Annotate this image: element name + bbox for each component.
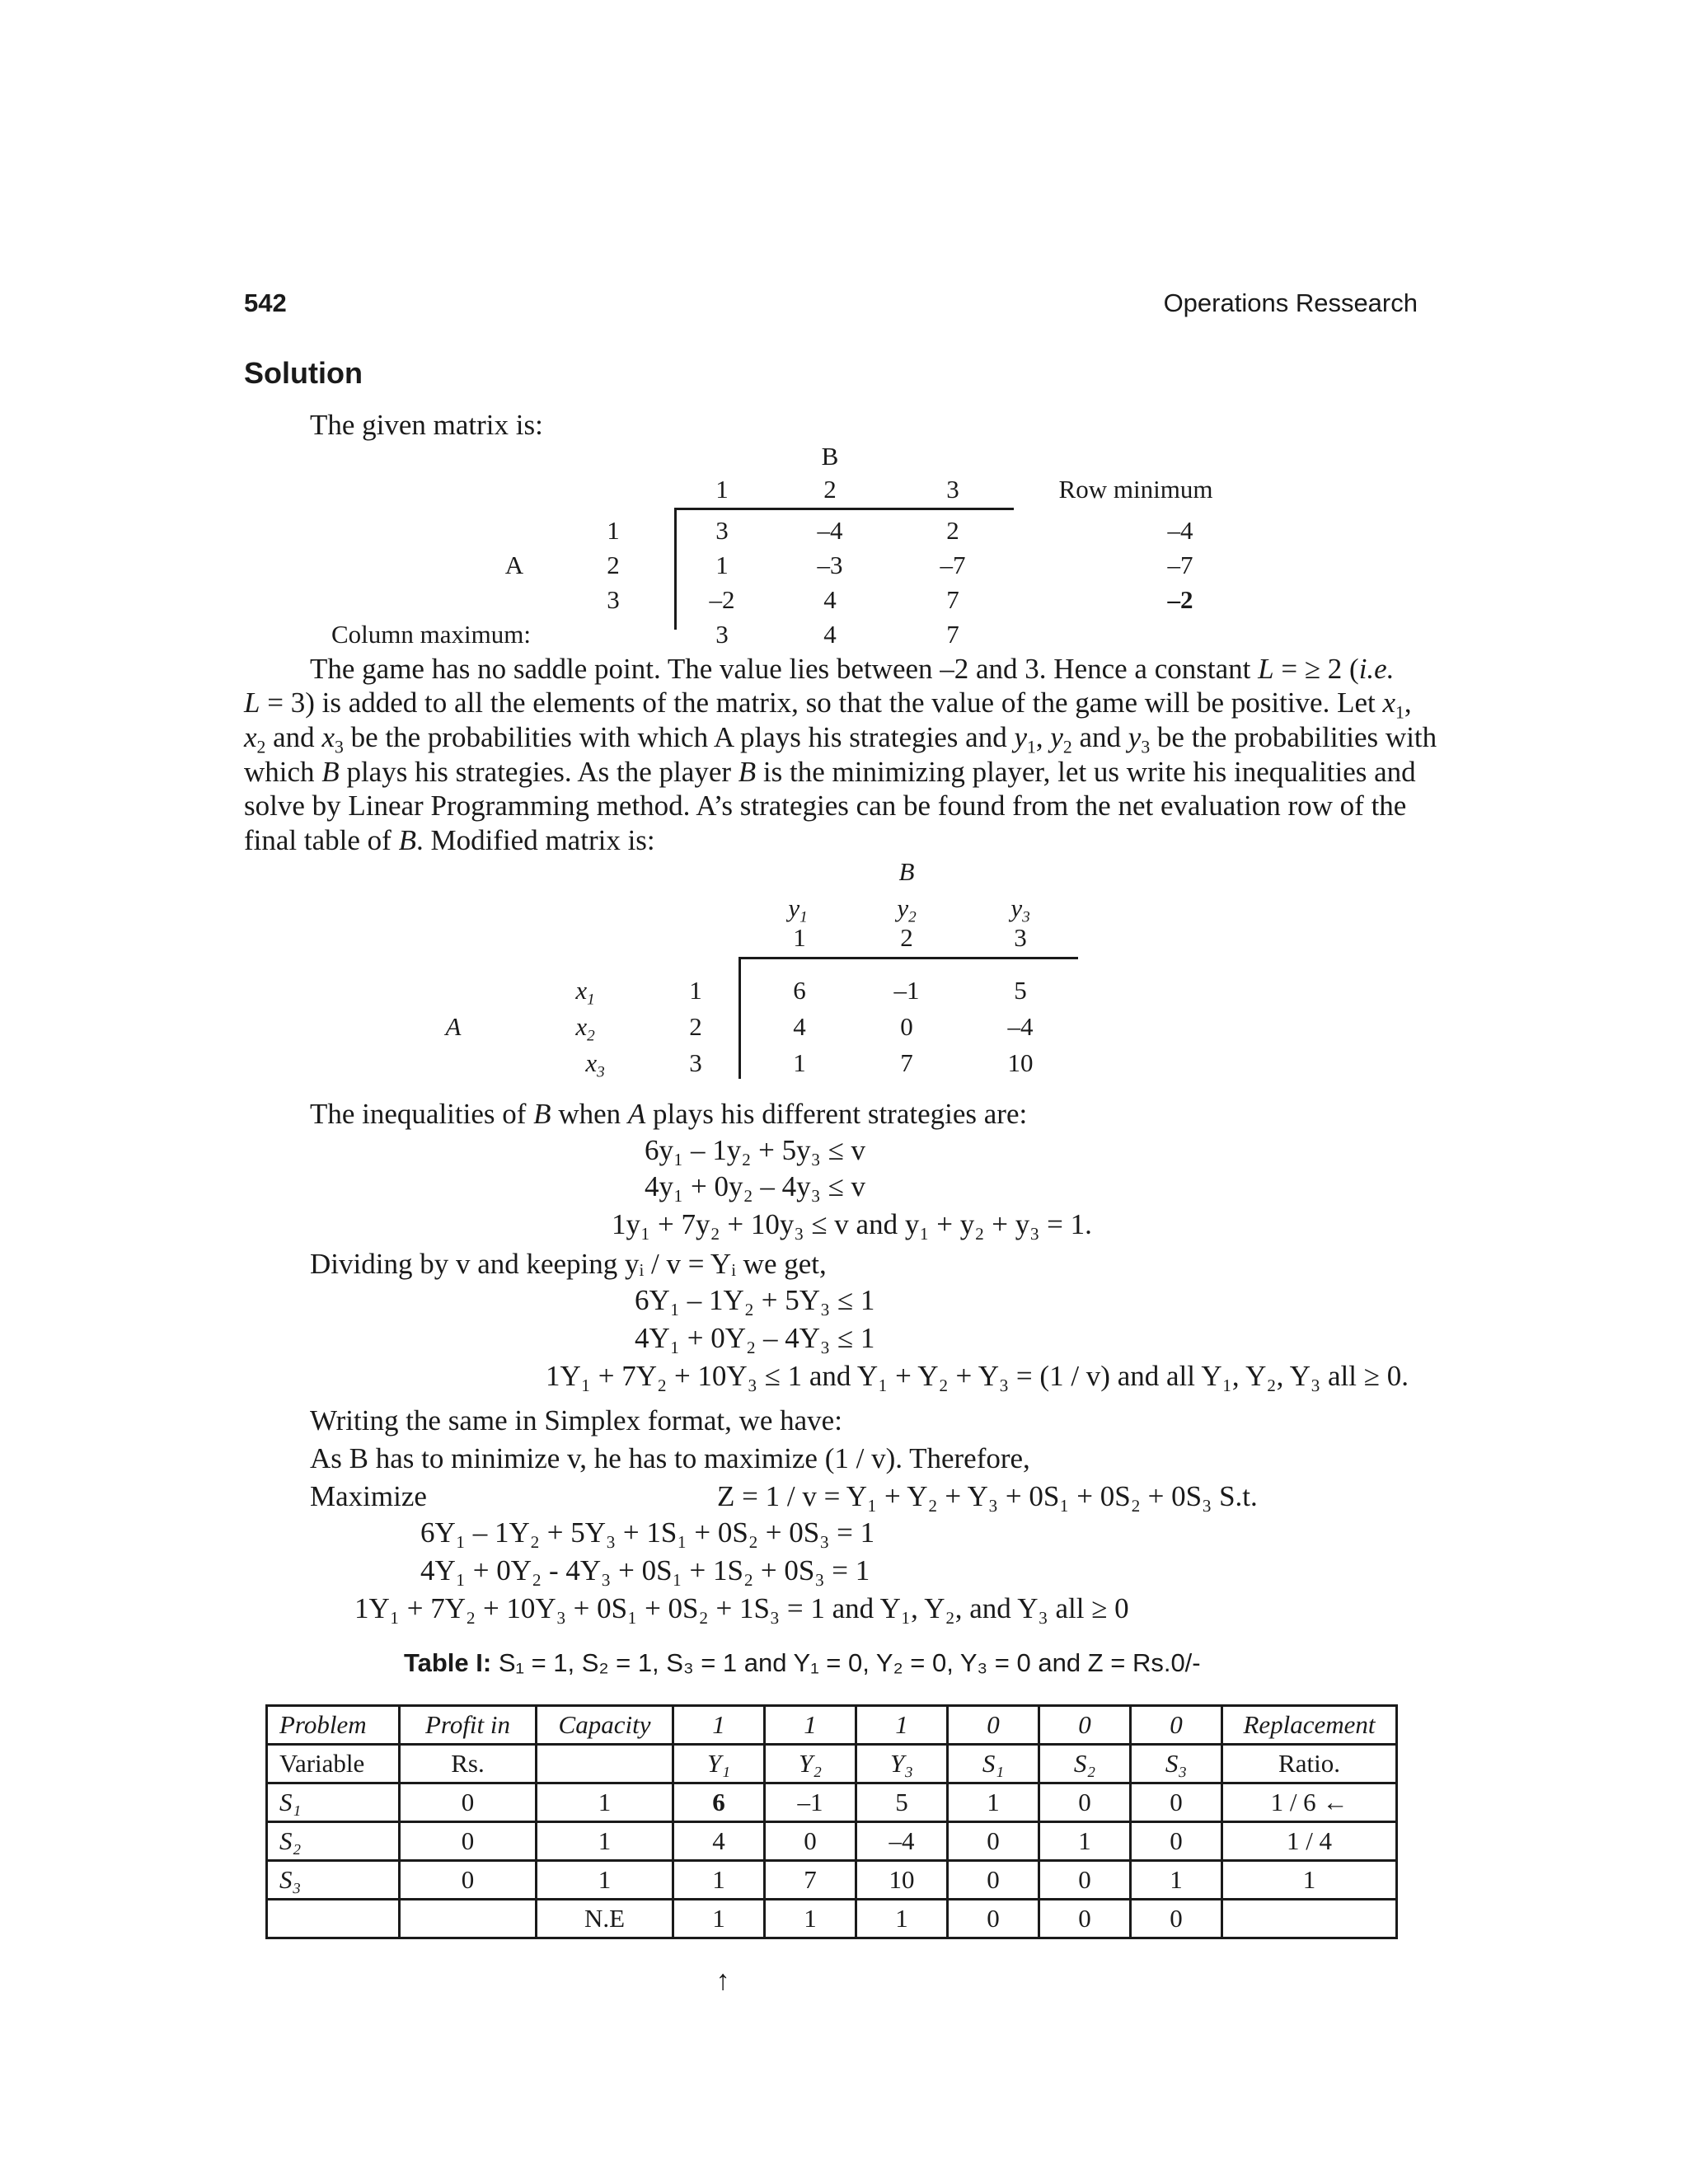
- text: B: [533, 1098, 551, 1130]
- paragraph-line: [244, 756, 1416, 789]
- text: y: [897, 893, 909, 922]
- cell: N.E: [537, 1900, 673, 1938]
- inequalities-intro: [310, 1098, 1027, 1131]
- basis-var: S₂: [267, 1822, 400, 1861]
- cell: 10: [1007, 1048, 1034, 1077]
- cell: 1: [948, 1783, 1039, 1822]
- cell: 0: [1131, 1783, 1222, 1822]
- text: y: [1128, 721, 1142, 753]
- cell: 0: [1039, 1783, 1131, 1822]
- header-cell: 0: [1039, 1706, 1131, 1745]
- table-row: [267, 1822, 1397, 1861]
- text: ,: [1404, 687, 1412, 719]
- text: 3: [597, 1063, 605, 1081]
- ratio-cell: [1222, 1783, 1397, 1822]
- inequality: 6y₁ – 1y₂ + 5y₃ ≤ v: [645, 1134, 866, 1166]
- cell: 3: [715, 516, 729, 545]
- cell: 4: [793, 1012, 806, 1041]
- cell: 0: [900, 1012, 913, 1041]
- cell: 1: [1131, 1861, 1222, 1900]
- cell: [267, 1900, 400, 1938]
- x-label: [585, 1048, 605, 1081]
- header-cell: [537, 1745, 673, 1783]
- section-title: Solution: [244, 356, 363, 390]
- text: x: [575, 1012, 588, 1041]
- cell: 0: [400, 1861, 537, 1900]
- cell: 5: [856, 1783, 948, 1822]
- cell: 0: [948, 1861, 1039, 1900]
- header-cell: Profit in: [400, 1706, 537, 1745]
- header-cell: Y₁: [673, 1745, 765, 1783]
- paragraph-line: [310, 653, 1394, 686]
- text: S₁ = 1, S₂ = 1, S₃ = 1 and Y₁ = 0, Y₂ = 0, Y₃ = 0 and Z = Rs.0/-: [498, 1648, 1201, 1677]
- header-cell: 1: [856, 1706, 948, 1745]
- cell: 4: [673, 1822, 765, 1861]
- cell: 1: [537, 1861, 673, 1900]
- cell: –1: [765, 1783, 856, 1822]
- paragraph-line: [244, 687, 1412, 723]
- header-cell: Ratio.: [1222, 1745, 1397, 1783]
- cell: 1: [673, 1861, 765, 1900]
- cell: 0: [400, 1783, 537, 1822]
- header-cell: 1: [765, 1706, 856, 1745]
- row-label: 2: [607, 551, 620, 579]
- text: x: [1382, 687, 1396, 719]
- text: B: [398, 824, 416, 856]
- text: 1: [587, 991, 595, 1009]
- col-header: 3: [946, 475, 959, 504]
- cell: 1: [673, 1900, 765, 1938]
- text: x: [244, 721, 257, 753]
- y-label: [1010, 893, 1030, 926]
- text: 3: [334, 737, 344, 757]
- cell: 10: [856, 1861, 948, 1900]
- cell: 6: [793, 976, 806, 1005]
- text: y: [788, 893, 800, 922]
- cell: 7: [946, 585, 959, 614]
- col-header: 3: [1014, 923, 1027, 952]
- cell: 5: [1014, 976, 1027, 1005]
- text: and: [1071, 721, 1128, 753]
- cell: 7: [900, 1048, 913, 1077]
- inequality: 6Y₁ – 1Y₂ + 5Y₃ ≤ 1: [635, 1284, 875, 1316]
- x-label: [575, 1012, 595, 1045]
- cell: –7: [940, 551, 966, 579]
- cell: –4: [817, 516, 843, 545]
- text: y: [1010, 893, 1023, 922]
- text: x: [585, 1048, 598, 1077]
- text: B: [738, 756, 757, 788]
- row-min-header: Row minimum: [1058, 475, 1213, 504]
- inequality: 4Y₁ + 0Y₂ – 4Y₃ ≤ 1: [635, 1322, 875, 1354]
- cell: [400, 1900, 537, 1938]
- cell: 1: [715, 551, 729, 579]
- text: L: [244, 687, 260, 719]
- text: 1: [799, 908, 808, 926]
- text: 2: [1062, 737, 1072, 757]
- text: is the minimizing player, let us write his inequalities and: [756, 756, 1416, 788]
- header-cell: S₃: [1131, 1745, 1222, 1783]
- cell: 1: [1039, 1822, 1131, 1861]
- x-label: [575, 976, 595, 1009]
- text: A: [627, 1098, 646, 1130]
- cell: –3: [817, 551, 843, 579]
- col-header: 2: [900, 923, 913, 952]
- text: 2: [908, 908, 917, 926]
- inequality: 4y₁ + 0y₂ – 4y₃ ≤ v: [645, 1170, 866, 1202]
- text: = ≥ 2 (: [1273, 653, 1359, 685]
- player-a-label: A: [445, 1012, 462, 1041]
- text: and: [265, 721, 322, 753]
- text: y: [1050, 721, 1063, 753]
- header-cell: Y₂: [765, 1745, 856, 1783]
- row-min-value-maximin: –2: [1167, 585, 1193, 614]
- text: plays his strategies. As the player: [339, 756, 738, 788]
- cell: 2: [946, 516, 959, 545]
- pivot-cell: 6: [673, 1783, 765, 1822]
- leaving-arrow-icon: ←: [1322, 1788, 1348, 1816]
- text: 1 / 6: [1270, 1788, 1316, 1816]
- cell: 0: [1039, 1861, 1131, 1900]
- text: 2: [256, 737, 266, 757]
- text: L: [1258, 653, 1274, 685]
- header-cell: S₁: [948, 1745, 1039, 1783]
- cell: 0: [948, 1900, 1039, 1938]
- text: x: [575, 976, 588, 1005]
- text: when: [551, 1098, 628, 1130]
- text: i.e.: [1358, 653, 1395, 685]
- header-cell: Replacement: [1222, 1706, 1397, 1745]
- header-cell: Problem: [267, 1706, 400, 1745]
- cell: 1: [765, 1900, 856, 1938]
- basis-var: S₁: [267, 1783, 400, 1822]
- cell: 0: [1131, 1900, 1222, 1938]
- net-evaluation-row: [267, 1900, 1397, 1938]
- header-cell: 1: [673, 1706, 765, 1745]
- text: be the probabilities with which A plays his strategies and: [343, 721, 1015, 753]
- row-label: 3: [689, 1048, 702, 1077]
- cell: –2: [709, 585, 735, 614]
- col-max-label: Column maximum:: [331, 620, 531, 649]
- text: = 3) is added to all the elements of the matrix, so that the value of the game will be positive. Let: [260, 687, 1383, 719]
- text: 2: [587, 1027, 595, 1045]
- cell: [1222, 1900, 1397, 1938]
- header-cell: S₂: [1039, 1745, 1131, 1783]
- constraint: 1Y₁ + 7Y₂ + 10Y₃ + 0S₁ + 0S₂ + 1S₃ = 1 and Y₁, Y₂, and Y₃ all ≥ 0: [354, 1592, 1129, 1624]
- inequality: 1y₁ + 7y₂ + 10y₃ ≤ v and y₁ + y₂ + y₃ = 1.: [612, 1208, 1092, 1240]
- table-header-row: [267, 1706, 1397, 1745]
- constraint: 4Y₁ + 0Y₂ - 4Y₃ + 0S₁ + 1S₂ + 0S₃ = 1: [420, 1554, 870, 1586]
- cell: –4: [1007, 1012, 1034, 1041]
- text: ,: [1035, 721, 1051, 753]
- page-number: 542: [244, 288, 287, 317]
- header-cell: 0: [948, 1706, 1039, 1745]
- cell: 0: [765, 1822, 856, 1861]
- table-row: [267, 1783, 1397, 1822]
- header-cell: 0: [1131, 1706, 1222, 1745]
- row-label: 3: [607, 585, 620, 614]
- maximize-label: Maximize: [310, 1480, 427, 1512]
- player-b-label: B: [821, 442, 839, 471]
- col-max-value: 4: [823, 620, 837, 649]
- simplex-table: [265, 1704, 1398, 1939]
- paragraph-line: [244, 824, 655, 857]
- table-caption: [404, 1648, 1201, 1678]
- ratio-cell: 1 / 4: [1222, 1822, 1397, 1861]
- cell: 1: [537, 1783, 673, 1822]
- player-a-label: A: [504, 551, 524, 579]
- row-label: 2: [689, 1012, 702, 1041]
- row-min-value: –4: [1167, 516, 1193, 545]
- text: 1: [1395, 702, 1404, 723]
- text: be the probabilities with: [1150, 721, 1437, 753]
- text: x: [321, 721, 335, 753]
- table-header-row: [267, 1745, 1397, 1783]
- cell: 1: [856, 1900, 948, 1938]
- header-cell: Variable: [267, 1745, 400, 1783]
- col-max-value: 7: [946, 620, 959, 649]
- cell: 0: [1039, 1900, 1131, 1938]
- cell: 0: [1131, 1822, 1222, 1861]
- header-cell: Rs.: [400, 1745, 537, 1783]
- col-max-value: 3: [715, 620, 729, 649]
- text: which: [244, 756, 322, 788]
- entering-arrow-icon: ↑: [715, 1965, 730, 1996]
- constraint: 6Y₁ – 1Y₂ + 5Y₃ + 1S₁ + 0S₂ + 0S₃ = 1: [420, 1516, 875, 1549]
- cell: 4: [823, 585, 837, 614]
- text: The game has no saddle point. The value lies between –2 and 3. Hence a constant: [310, 653, 1259, 685]
- y-label: [788, 893, 808, 926]
- cell: 0: [400, 1822, 537, 1861]
- row-min-value: –7: [1167, 551, 1193, 579]
- col-header: 1: [793, 923, 806, 952]
- paragraph-line: solve by Linear Programming method. A’s strategies can be found from the net evaluation row of the: [244, 790, 1407, 822]
- cell: 1: [537, 1822, 673, 1861]
- matrix-top-rule: [738, 957, 1078, 959]
- dividing-text: Dividing by v and keeping yᵢ / v = Yᵢ we get,: [310, 1248, 827, 1280]
- objective-function: Z = 1 / v = Y₁ + Y₂ + Y₃ + 0S₁ + 0S₂ + 0S₃ S.t.: [717, 1480, 1258, 1512]
- text: final table of: [244, 824, 399, 856]
- cell: –1: [893, 976, 920, 1005]
- cell: 7: [765, 1861, 856, 1900]
- row-label: 1: [607, 516, 620, 545]
- text: y: [1014, 721, 1027, 753]
- matrix-top-rule: [674, 508, 1014, 510]
- cell: –4: [856, 1822, 948, 1861]
- ratio-cell: 1: [1222, 1861, 1397, 1900]
- text: B: [321, 756, 340, 788]
- text: 1: [1027, 737, 1036, 757]
- col-header: 1: [715, 475, 729, 504]
- text: Table I:: [404, 1648, 492, 1677]
- text: 3: [1141, 737, 1151, 757]
- header-cell: Capacity: [537, 1706, 673, 1745]
- text: plays his different strategies are:: [645, 1098, 1028, 1130]
- basis-var: S₃: [267, 1861, 400, 1900]
- player-b-label: B: [898, 857, 915, 886]
- matrix-left-rule: [738, 957, 741, 1079]
- running-title: Operations Ressearch: [1163, 288, 1418, 317]
- y-label: [897, 893, 917, 926]
- cell: 0: [948, 1822, 1039, 1861]
- text: 3: [1022, 908, 1030, 926]
- text: The inequalities of: [310, 1098, 534, 1130]
- paragraph-line: [244, 721, 1437, 757]
- maximize-intro: As B has to minimize v, he has to maximize (1 / v). Therefore,: [310, 1442, 1030, 1474]
- matrix-left-rule: [674, 508, 677, 630]
- text: . Modified matrix is:: [415, 824, 655, 856]
- inequality: 1Y₁ + 7Y₂ + 10Y₃ ≤ 1 and Y₁ + Y₂ + Y₃ = (1 / v) and all Y₁, Y₂, Y₃ all ≥ 0.: [546, 1360, 1409, 1392]
- header-cell: Y₃: [856, 1745, 948, 1783]
- table-row: [267, 1861, 1397, 1900]
- col-header: 2: [823, 475, 837, 504]
- intro-text: The given matrix is:: [310, 409, 543, 441]
- simplex-intro: Writing the same in Simplex format, we have:: [310, 1404, 842, 1436]
- cell: 1: [793, 1048, 806, 1077]
- row-label: 1: [689, 976, 702, 1005]
